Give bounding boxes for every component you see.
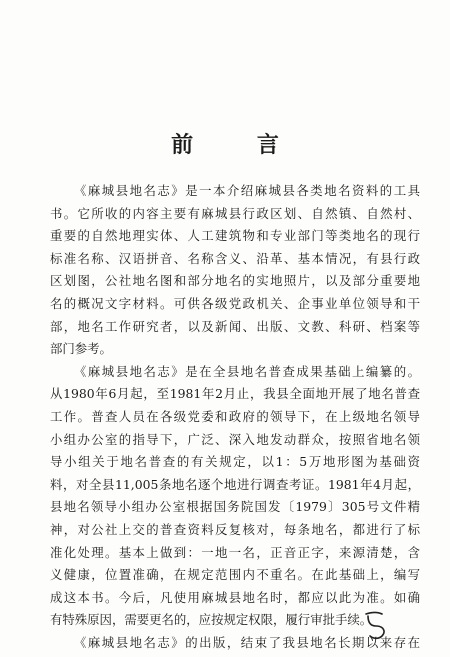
text-line: 部，地名工作研究者，以及新闻、出版、文教、科研、档案等: [50, 318, 420, 334]
text-line: 书。它所收的内容主要有麻城县行政区划、自然镇、自然村、: [50, 205, 420, 221]
text-line: 小组办公室的指导下，广泛、深入地发动群众，按照省地名领: [50, 431, 420, 447]
text-line: 工作。普查人员在各级党委和政府的领导下，在上级地名领导: [50, 408, 420, 424]
page-title: 前 言: [171, 132, 307, 158]
text-line: 《麻城县地名志》是一本介绍麻城县各类地名资料的工具: [74, 183, 420, 198]
text-line: 从1980年6月起，至1981年2月止，我县全面地开展了地名普查: [50, 386, 420, 402]
text-line: 区划图，公社地名图和部分地名的实地照片，以及部分重要地: [50, 273, 420, 289]
text-line: 导小组关于地名普查的有关规定，以1：5万地形图为基础资: [50, 454, 420, 470]
text-line: 重要的自然地理实体、人工建筑物和专业部门等类地名的现行: [50, 228, 420, 244]
text-line: 名的概况文字材料。可供各级党政机关、企事业单位领导和干: [50, 295, 420, 311]
handwritten-mark: [362, 608, 402, 642]
text-line: 料，对全县11,005条地名逐个地进行调查考证。1981年4月起，: [50, 476, 420, 492]
text-line: 《麻城县地名志》的出版，结束了我县地名长期以来存在: [74, 634, 420, 650]
text-line: 神，对公社上交的普查资料反复核对，每条地名，都进行了标: [50, 521, 420, 537]
text-line: 标准名称、汉语拼音、名称含义、沿革、基本情况，有县行政: [50, 250, 420, 266]
text-line: 成这本书。今后，凡使用麻城县地名时，都应以此为准。如确: [50, 589, 420, 605]
text-line: 义健康，位置准确，在规定范围内不重名。在此基础上，编写: [50, 567, 420, 583]
text-line: 《麻城县地名志》是在全县地名普查成果基础上编纂的。: [74, 363, 420, 379]
preface-body: [50, 180, 420, 654]
text-line: 部门参考。: [50, 341, 112, 357]
text-line: 准化处理。基本上做到：一地一名，正音正字，来源清楚，含: [50, 544, 420, 560]
text-line: 县地名领导小组办公室根据国务院国发〔1979〕305号文件精: [50, 499, 420, 515]
text-line: 有特殊原因，需要更名的，应按规定权限，履行审批手续。: [50, 612, 373, 628]
